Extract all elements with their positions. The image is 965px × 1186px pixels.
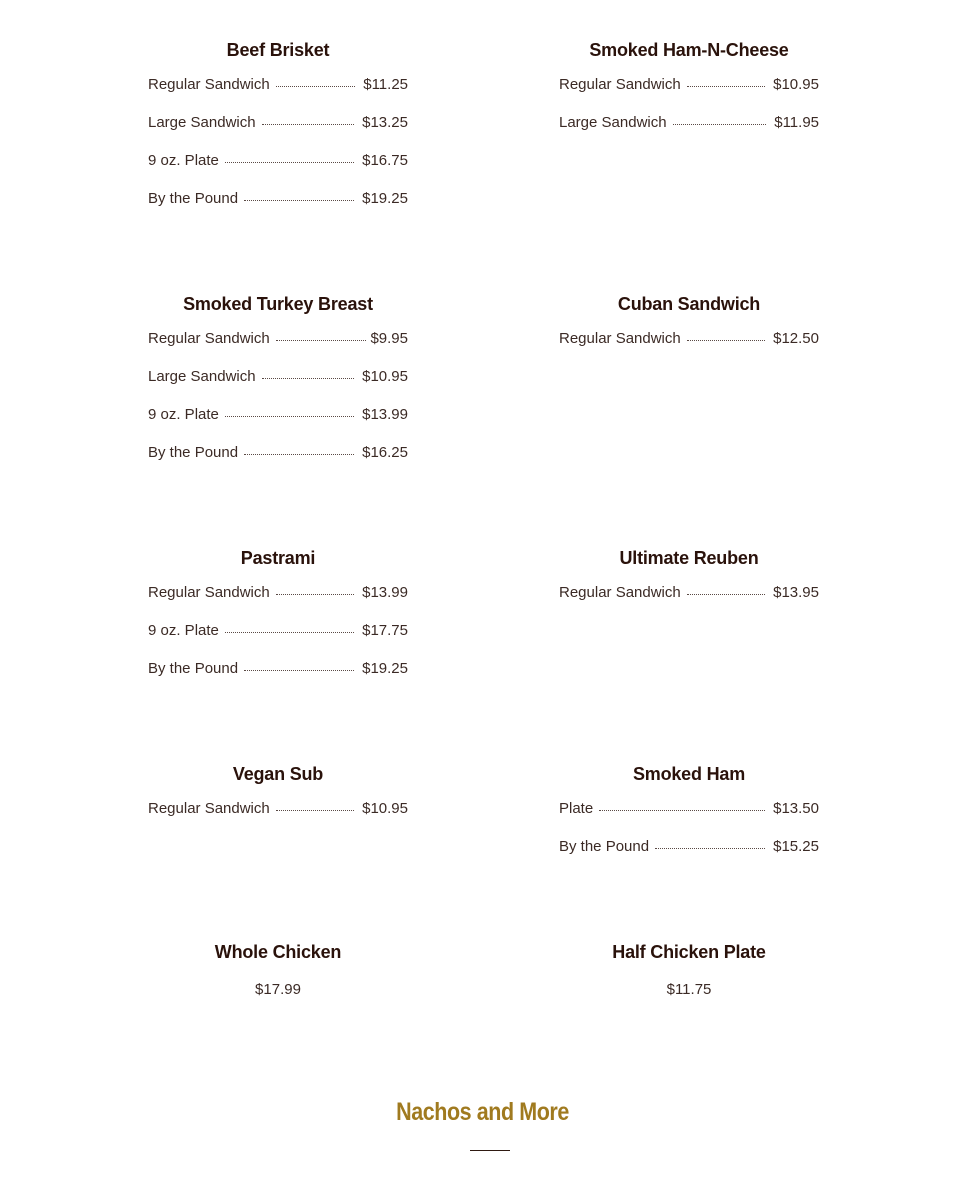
menu-option (559, 114, 819, 152)
option-label: 9 oz. Plate (148, 152, 219, 169)
menu-item (559, 762, 819, 940)
menu-item-title: Smoked Ham (632, 764, 746, 784)
option-price: $13.99 (362, 406, 408, 423)
dot-leader (244, 670, 354, 671)
menu-option (559, 800, 819, 838)
option-price: $19.25 (362, 190, 408, 207)
menu-option (559, 76, 819, 114)
menu-grid (148, 38, 820, 1060)
dot-leader (687, 86, 765, 87)
dot-leader (262, 124, 355, 125)
option-label: Large Sandwich (148, 368, 256, 385)
menu-option (148, 190, 408, 228)
option-label: Regular Sandwich (559, 584, 681, 601)
menu-item-title: Cuban Sandwich (617, 294, 761, 314)
menu-option (148, 406, 408, 444)
section-divider (470, 1150, 510, 1151)
menu-item (148, 940, 408, 1060)
option-label: Large Sandwich (559, 114, 667, 131)
menu-item-title: Half Chicken Plate (612, 942, 766, 962)
menu-item-title: Pastrami (240, 548, 316, 568)
option-label: Regular Sandwich (148, 330, 270, 347)
menu-item (148, 546, 408, 762)
menu-item (559, 940, 819, 1060)
menu-option (148, 584, 408, 622)
menu-option (148, 444, 408, 482)
dot-leader (276, 340, 367, 341)
menu-option (559, 584, 819, 622)
menu-item-title: Smoked Ham-N-Cheese (589, 40, 789, 60)
menu-item-title: Whole Chicken (214, 942, 342, 962)
menu-option (148, 330, 408, 368)
menu-option (559, 838, 819, 876)
option-price: $10.95 (773, 76, 819, 93)
menu-option (148, 76, 408, 114)
dot-leader (673, 124, 767, 125)
menu-item-title: Beef Brisket (226, 40, 330, 60)
menu-item-title: Smoked Turkey Breast (183, 294, 373, 314)
option-price: $19.25 (362, 660, 408, 677)
dot-leader (225, 162, 354, 163)
option-price: $15.25 (773, 838, 819, 855)
option-price: $13.25 (362, 114, 408, 131)
option-price: $10.95 (362, 368, 408, 385)
menu-option (148, 114, 408, 152)
dot-leader (244, 200, 354, 201)
option-label: By the Pound (148, 190, 239, 207)
option-price: $12.50 (773, 330, 819, 347)
dot-leader (276, 810, 354, 811)
menu-item (148, 292, 408, 546)
dot-leader (599, 810, 765, 811)
option-label: Plate (559, 800, 594, 817)
option-label: Regular Sandwich (148, 584, 270, 601)
menu-item (559, 292, 819, 546)
option-price: $11.95 (774, 114, 819, 131)
dot-leader (225, 632, 354, 633)
option-price: $13.99 (362, 584, 408, 601)
option-price: $16.75 (362, 152, 408, 169)
option-label: Regular Sandwich (148, 76, 270, 93)
item-price: $17.99 (255, 981, 301, 998)
option-label: Large Sandwich (148, 114, 256, 131)
menu-item (559, 546, 819, 762)
dot-leader (244, 454, 354, 455)
menu-item (148, 38, 408, 292)
option-price: $10.95 (362, 800, 408, 817)
menu-item (148, 762, 408, 940)
menu-option (148, 368, 408, 406)
option-price: $13.95 (773, 584, 819, 601)
item-price: $11.75 (666, 981, 712, 998)
option-label: By the Pound (559, 838, 650, 855)
dot-leader (276, 86, 355, 87)
menu-option (148, 660, 408, 698)
dot-leader (225, 416, 354, 417)
option-price: $13.50 (773, 800, 819, 817)
menu-item (559, 38, 819, 292)
dot-leader (262, 378, 355, 379)
menu-option (148, 152, 408, 190)
menu-option (148, 800, 408, 838)
option-label: By the Pound (148, 660, 239, 677)
option-label: Regular Sandwich (559, 330, 681, 347)
dot-leader (687, 340, 765, 341)
dot-leader (276, 594, 354, 595)
option-label: Regular Sandwich (559, 76, 681, 93)
option-price: $17.75 (362, 622, 408, 639)
option-label: 9 oz. Plate (148, 622, 219, 639)
menu-item-title: Ultimate Reuben (619, 548, 759, 568)
menu-option (148, 622, 408, 660)
section-title: Nachos and More (396, 1098, 569, 1126)
option-price: $16.25 (362, 444, 408, 461)
option-label: Regular Sandwich (148, 800, 270, 817)
option-price: $9.95 (370, 330, 408, 347)
option-price: $11.25 (363, 76, 408, 93)
dot-leader (687, 594, 765, 595)
option-label: By the Pound (148, 444, 239, 461)
option-label: 9 oz. Plate (148, 406, 219, 423)
dot-leader (655, 848, 765, 849)
menu-item-title: Vegan Sub (232, 764, 324, 784)
menu-option (559, 330, 819, 368)
